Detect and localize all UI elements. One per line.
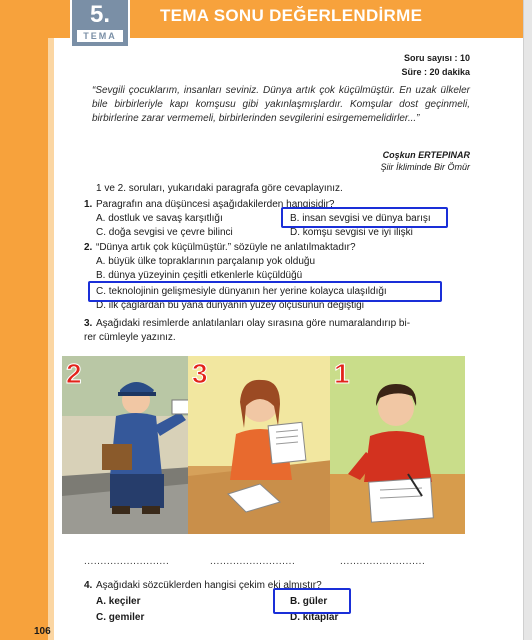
picture-number: 3 [192,358,208,389]
answer-line[interactable]: .......................... [340,556,426,567]
quote-source: Şiir İkliminde Bir Ömür [380,162,470,172]
q1-option-b[interactable]: B. insan sevgisi ve dünya barışı [290,213,431,224]
picture-girl-reading [188,356,333,534]
quote-author: Coşkun ERTEPINAR [382,150,470,160]
q4-option-d[interactable]: D. kitaplar [290,612,339,623]
q4-option-c[interactable]: C. gemiler [96,612,145,623]
q3-text-line2: rer cümleyle yazınız. [84,332,176,343]
q1-option-c[interactable]: C. doğa sevgisi ve çevre bilinci [96,227,233,238]
question-count: Soru sayısı : 10 [403,53,470,63]
duration: Süre : 20 dakika [401,67,470,77]
boy-writing-illustration [330,356,465,534]
q2-option-a[interactable]: A. büyük ülke topraklarının parçalanıp yok olduğu [96,256,316,267]
q1-text: Paragrafın ana düşüncesi aşağıdakilerden hangisidir? [96,199,335,210]
quote-paragraph: “Sevgili çocuklarım, insanları seviniz. Dünya artık çok küçülmüştür. En uzak ülkeler bile birbirleriyle kapı komşusu gibi yakınlaşmışlardır. Komşular dost geçinmeli, birbirlerine zarar vermemeli, birbirlerinden sevgilerini esirgememelidirler...” [92,85,470,124]
girl-reading-illustration [188,356,333,534]
q2-number: 2. [84,242,93,253]
q4-option-a[interactable]: A. keçiler [96,596,141,607]
side-bar-stripe [48,0,54,640]
q4-answer-highlight [273,588,351,614]
page-edge [523,0,532,640]
theme-label: TEMA [77,30,123,42]
theme-number: 5. [89,1,110,28]
answer-line[interactable]: .......................... [210,556,296,567]
q1-option-a[interactable]: A. dostluk ve savaş karşıtlığı [96,213,223,224]
picture-boy-writing [330,356,465,534]
q2-option-c[interactable]: C. teknolojinin gelişmesiyle dünyanın her yerine kolayca ulaşıldığı [96,286,387,297]
side-bar [0,0,48,640]
q3-text-line1: Aşağıdaki resimlerde anlatılanları olay sırasına göre numaralandırıp bi- [96,318,411,329]
instruction: 1 ve 2. soruları, yukarıdaki paragrafa göre cevaplayınız. [96,183,343,194]
q4-text: Aşağıdaki sözcüklerden hangisi çekim eki almıştır? [96,580,322,591]
picture-number: 1 [334,358,350,389]
picture-number: 2 [66,358,82,389]
q2-option-b[interactable]: B. dünya yüzeyinin çeşitli etkenlerle küçüldüğü [96,270,303,281]
q4-option-b[interactable]: B. güler [290,596,328,607]
page-title: TEMA SONU DEĞERLENDİRME [160,6,423,25]
q1-answer-highlight [281,207,448,228]
q3-number: 3. [84,318,93,329]
postman-illustration [62,356,207,534]
q2-answer-highlight [88,281,442,302]
q2-text: “Dünya artık çok küçülmüştür.” sözüyle ne anlatılmaktadır? [96,242,356,253]
q4-number: 4. [84,580,93,591]
q2-option-d[interactable]: D. ilk çağlardan bu yana dünyanın yüzey ölçüsünün değiştiği [96,300,364,311]
picture-postman [62,356,207,534]
q1-number: 1. [84,199,93,210]
theme-badge [70,0,130,48]
q1-option-d[interactable]: D. komşu sevgisi ve iyi ilişki [290,227,413,238]
page-number: 106 [34,626,51,637]
answer-line[interactable]: .......................... [84,556,170,567]
